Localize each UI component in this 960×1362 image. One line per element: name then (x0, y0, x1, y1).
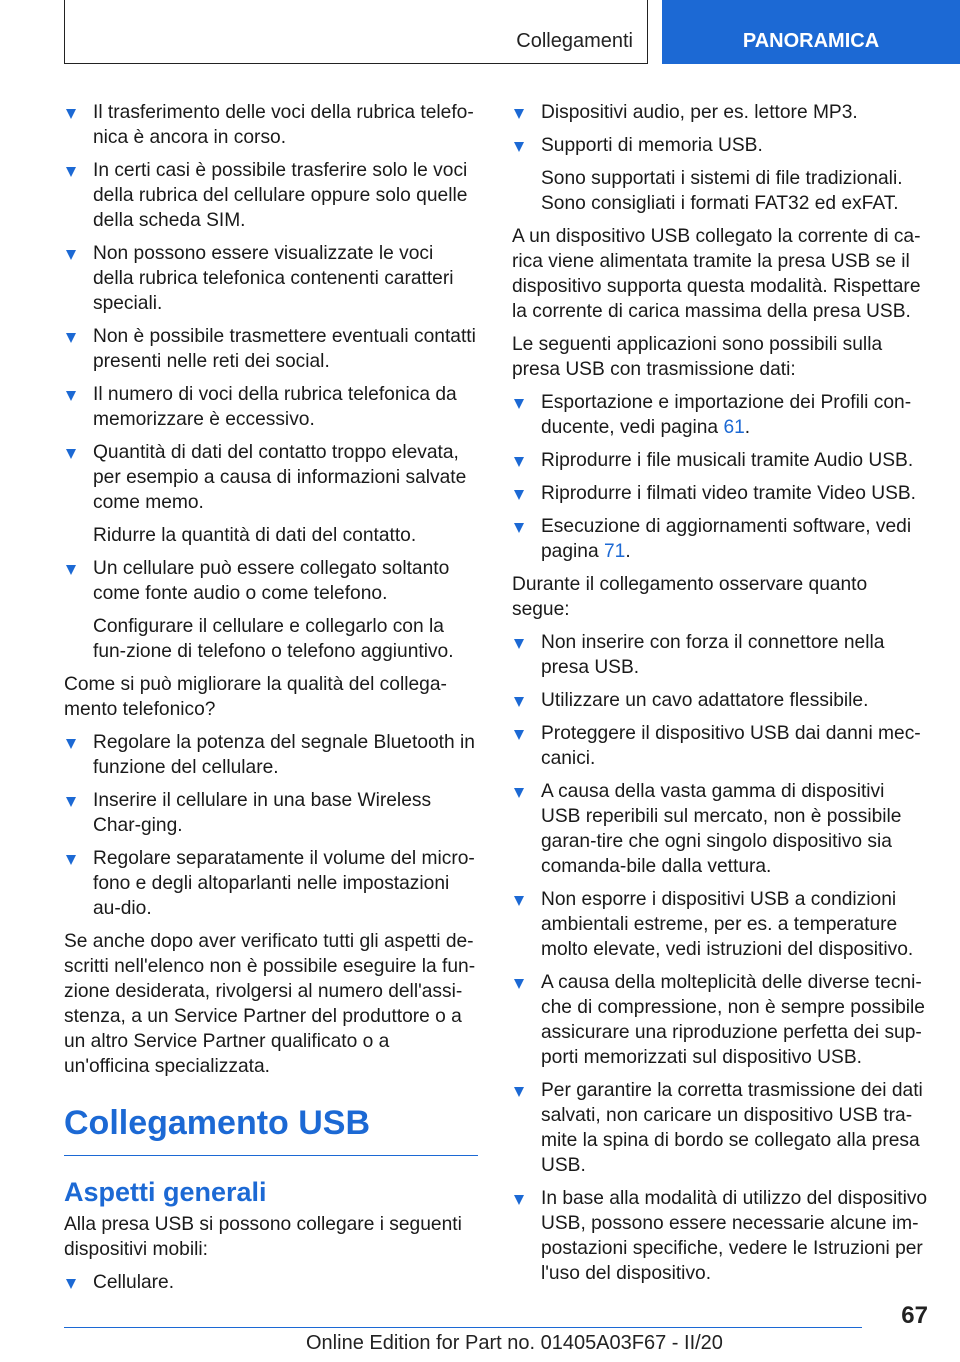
bullet-triangle-icon (66, 797, 76, 807)
list-item: Il numero di voci della rubrica telefonica da memorizzare è eccessivo. (64, 382, 478, 432)
section-title: Collegamenti (516, 30, 633, 52)
list-subtext: Configurare il cellulare e collegarlo con la fun-zione di telefono o telefono aggiuntivo. (93, 616, 454, 662)
bullet-triangle-icon (514, 788, 524, 798)
list-item: Non è possibile trasmettere eventuali contatti presenti nelle reti dei social. (64, 324, 478, 374)
bullet-triangle-icon (514, 1087, 524, 1097)
bullet-triangle-icon (514, 142, 524, 152)
list-item: Inserire il cellulare in una base Wireless Char-ging. (64, 788, 478, 838)
list-item: Riprodurre i filmati video tramite Video USB. (512, 481, 928, 506)
list-item: Il trasferimento delle voci della rubrica telefo-nica è ancora in corso. (64, 100, 478, 150)
list-item: Esecuzione di aggiornamenti software, vedi pagina 71. (512, 514, 928, 564)
list-item: Non possono essere visualizzate le voci della rubrica telefonica contenenti caratteri speciali. (64, 241, 478, 316)
bullet-triangle-icon (514, 457, 524, 467)
bullet-triangle-icon (514, 523, 524, 533)
list-item: Proteggere il dispositivo USB dai danni mec-canici. (512, 721, 928, 771)
bullet-triangle-icon (66, 1279, 76, 1289)
bullet-triangle-icon (514, 399, 524, 409)
list-item: Supporti di memoria USB. (512, 133, 928, 158)
list-item: Riprodurre i file musicali tramite Audio USB. (512, 448, 928, 473)
list-subtext: Sono supportati i sistemi di file tradizionali. Sono consigliati i formati FAT32 ed exFAT. (541, 168, 903, 214)
list-item: Dispositivi audio, per es. lettore MP3. (512, 100, 928, 125)
list-item: A causa della vasta gamma di dispositivi USB reperibili sul mercato, non è possibile garan-tire che ogni singolo dispositivo sia comanda-bile dalla vettura. (512, 779, 928, 879)
list-item: Quantità di dati del contatto troppo elevata, per esempio a causa di informazioni salvate come memo. (64, 440, 478, 515)
paragraph: A un dispositivo USB collegato la corrente di ca-rica viene alimentata tramite la presa USB se il dispositivo supporta questa modalità. Rispettare la corrente di carica massima della presa USB. (512, 226, 921, 322)
list-item: In base alla modalità di utilizzo del dispositivo USB, possono essere necessarie alcune im-postazioni specifiche, vedere le Istruzioni per l'uso del dispositivo. (512, 1186, 928, 1286)
bullet-triangle-icon (66, 855, 76, 865)
bullet-triangle-icon (66, 391, 76, 401)
list-item: Regolare la potenza del segnale Bluetooth in funzione del cellulare. (64, 730, 478, 780)
bullet-triangle-icon (66, 109, 76, 119)
list-item: Non inserire con forza il connettore nella presa USB. (512, 630, 928, 680)
footer-edition: Online Edition for Part no. 01405A03F67 - II/20 (306, 1332, 723, 1354)
page-link-61[interactable]: 61 (723, 417, 745, 438)
list-item: Cellulare. (64, 1270, 478, 1295)
tab-panoramica[interactable]: PANORAMICA (662, 0, 960, 64)
paragraph: Come si può migliorare la qualità del collega-mento telefonico? (64, 674, 447, 720)
left-column (64, 100, 478, 1303)
page-number: 67 (901, 1302, 928, 1329)
list-item: Utilizzare un cavo adattatore flessibile. (512, 688, 928, 713)
bullet-triangle-icon (66, 250, 76, 260)
bullet-triangle-icon (66, 739, 76, 749)
list-item: Non esporre i dispositivi USB a condizioni ambientali estreme, per es. a temperature molto elevate, vedi istruzioni del dispositivo. (512, 887, 928, 962)
list-subtext: Ridurre la quantità di dati del contatto. (93, 525, 417, 546)
bullet-triangle-icon (66, 449, 76, 459)
bullet-triangle-icon (514, 639, 524, 649)
list-item: Un cellulare può essere collegato soltanto come fonte audio o come telefono. (64, 556, 478, 606)
bullet-triangle-icon (66, 333, 76, 343)
list-item: Regolare separatamente il volume del micro-fono e degli altoparlanti nelle impostazioni au-dio. (64, 846, 478, 921)
bullet-triangle-icon (514, 896, 524, 906)
list-item: Esportazione e importazione dei Profili con-ducente, vedi pagina 61. (512, 390, 928, 440)
footer-divider (64, 1327, 862, 1328)
bullet-triangle-icon (514, 109, 524, 119)
bullet-triangle-icon (514, 697, 524, 707)
paragraph: Le seguenti applicazioni sono possibili sulla presa USB con trasmissione dati: (512, 334, 883, 380)
bullet-triangle-icon (514, 979, 524, 989)
paragraph: Se anche dopo aver verificato tutti gli aspetti de-scritti nell'elenco non è possibile eseguire la fun-zione desiderata, rivolgersi al numero dell'assi-stenza, a un Service Partner del produttore o a un altro Service Partner qualificato o a un'officina specializzata. (64, 931, 476, 1077)
paragraph: Alla presa USB si possono collegare i seguenti dispositivi mobili: (64, 1214, 462, 1260)
right-column (512, 100, 928, 1294)
list-item: Per garantire la corretta trasmissione dei dati salvati, non caricare un dispositivo USB tra-mite la spina di bordo se collegato alla presa USB. (512, 1078, 928, 1178)
list-item: A causa della molteplicità delle diverse tecni-che di compressione, non è sempre possibile assicurare una riproduzione perfetta dei sup-porti memorizzati sul dispositivo USB. (512, 970, 928, 1070)
bullet-triangle-icon (66, 167, 76, 177)
paragraph: Durante il collegamento osservare quanto segue: (512, 574, 868, 620)
list-item: In certi casi è possibile trasferire solo le voci della rubrica del cellulare oppure solo quelle della scheda SIM. (64, 158, 478, 233)
bullet-triangle-icon (514, 1195, 524, 1205)
bullet-triangle-icon (514, 490, 524, 500)
subsection-heading: Aspetti generali (64, 1177, 267, 1207)
page-link-71[interactable]: 71 (603, 541, 626, 562)
bullet-triangle-icon (514, 730, 524, 740)
bullet-triangle-icon (66, 565, 76, 575)
header-frame (64, 0, 648, 64)
section-heading: Collegamento USB (64, 1103, 478, 1156)
